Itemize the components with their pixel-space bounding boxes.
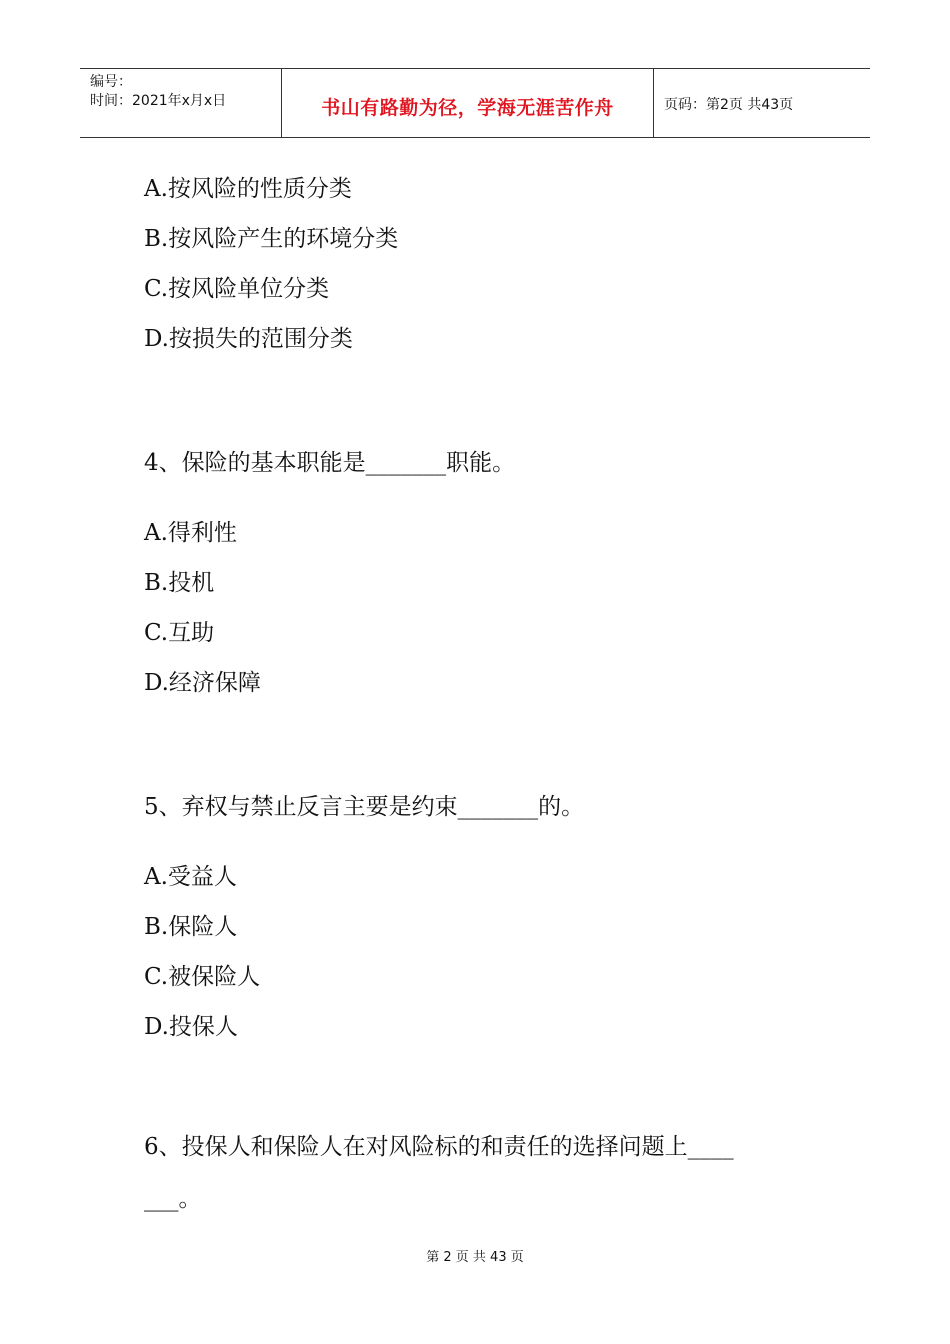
option-a-q4: A.得利性 [144, 520, 237, 546]
option-a-q3: A.按风险的性质分类 [144, 176, 352, 202]
header-motto: 书山有路勤为径，学海无涯苦作舟 [282, 69, 654, 137]
option-d-q5: D.投保人 [144, 1014, 238, 1040]
option-a-q5: A.受益人 [144, 864, 237, 890]
option-c-q5: C.被保险人 [144, 964, 261, 990]
page-header [80, 68, 870, 138]
time-label: 时间：2021年x月x日 [90, 93, 227, 109]
option-b-q5: B.保险人 [144, 914, 238, 940]
option-b-q4: B.投机 [144, 570, 215, 596]
question-6: 6、投保人和保险人在对风险标的和责任的选择问题上____ [144, 1134, 734, 1160]
option-d-q4: D.经济保障 [144, 670, 261, 696]
option-c-q3: C.按风险单位分类 [144, 276, 330, 302]
question-6-continued: ___。 [144, 1186, 202, 1212]
question-4: 4、保险的基本职能是_______职能。 [144, 450, 516, 476]
option-d-q3: D.按损失的范围分类 [144, 326, 353, 352]
option-c-q4: C.互助 [144, 620, 215, 646]
option-b-q3: B.按风险产生的环境分类 [144, 226, 399, 252]
header-page-info: 页码：第2页 共43页 [664, 97, 794, 113]
question-5: 5、弃权与禁止反言主要是约束_______的。 [144, 794, 585, 820]
number-label: 编号： [90, 74, 132, 90]
header-meta [80, 69, 282, 137]
page-footer: 第 2 页 共 43 页 [426, 1250, 524, 1265]
